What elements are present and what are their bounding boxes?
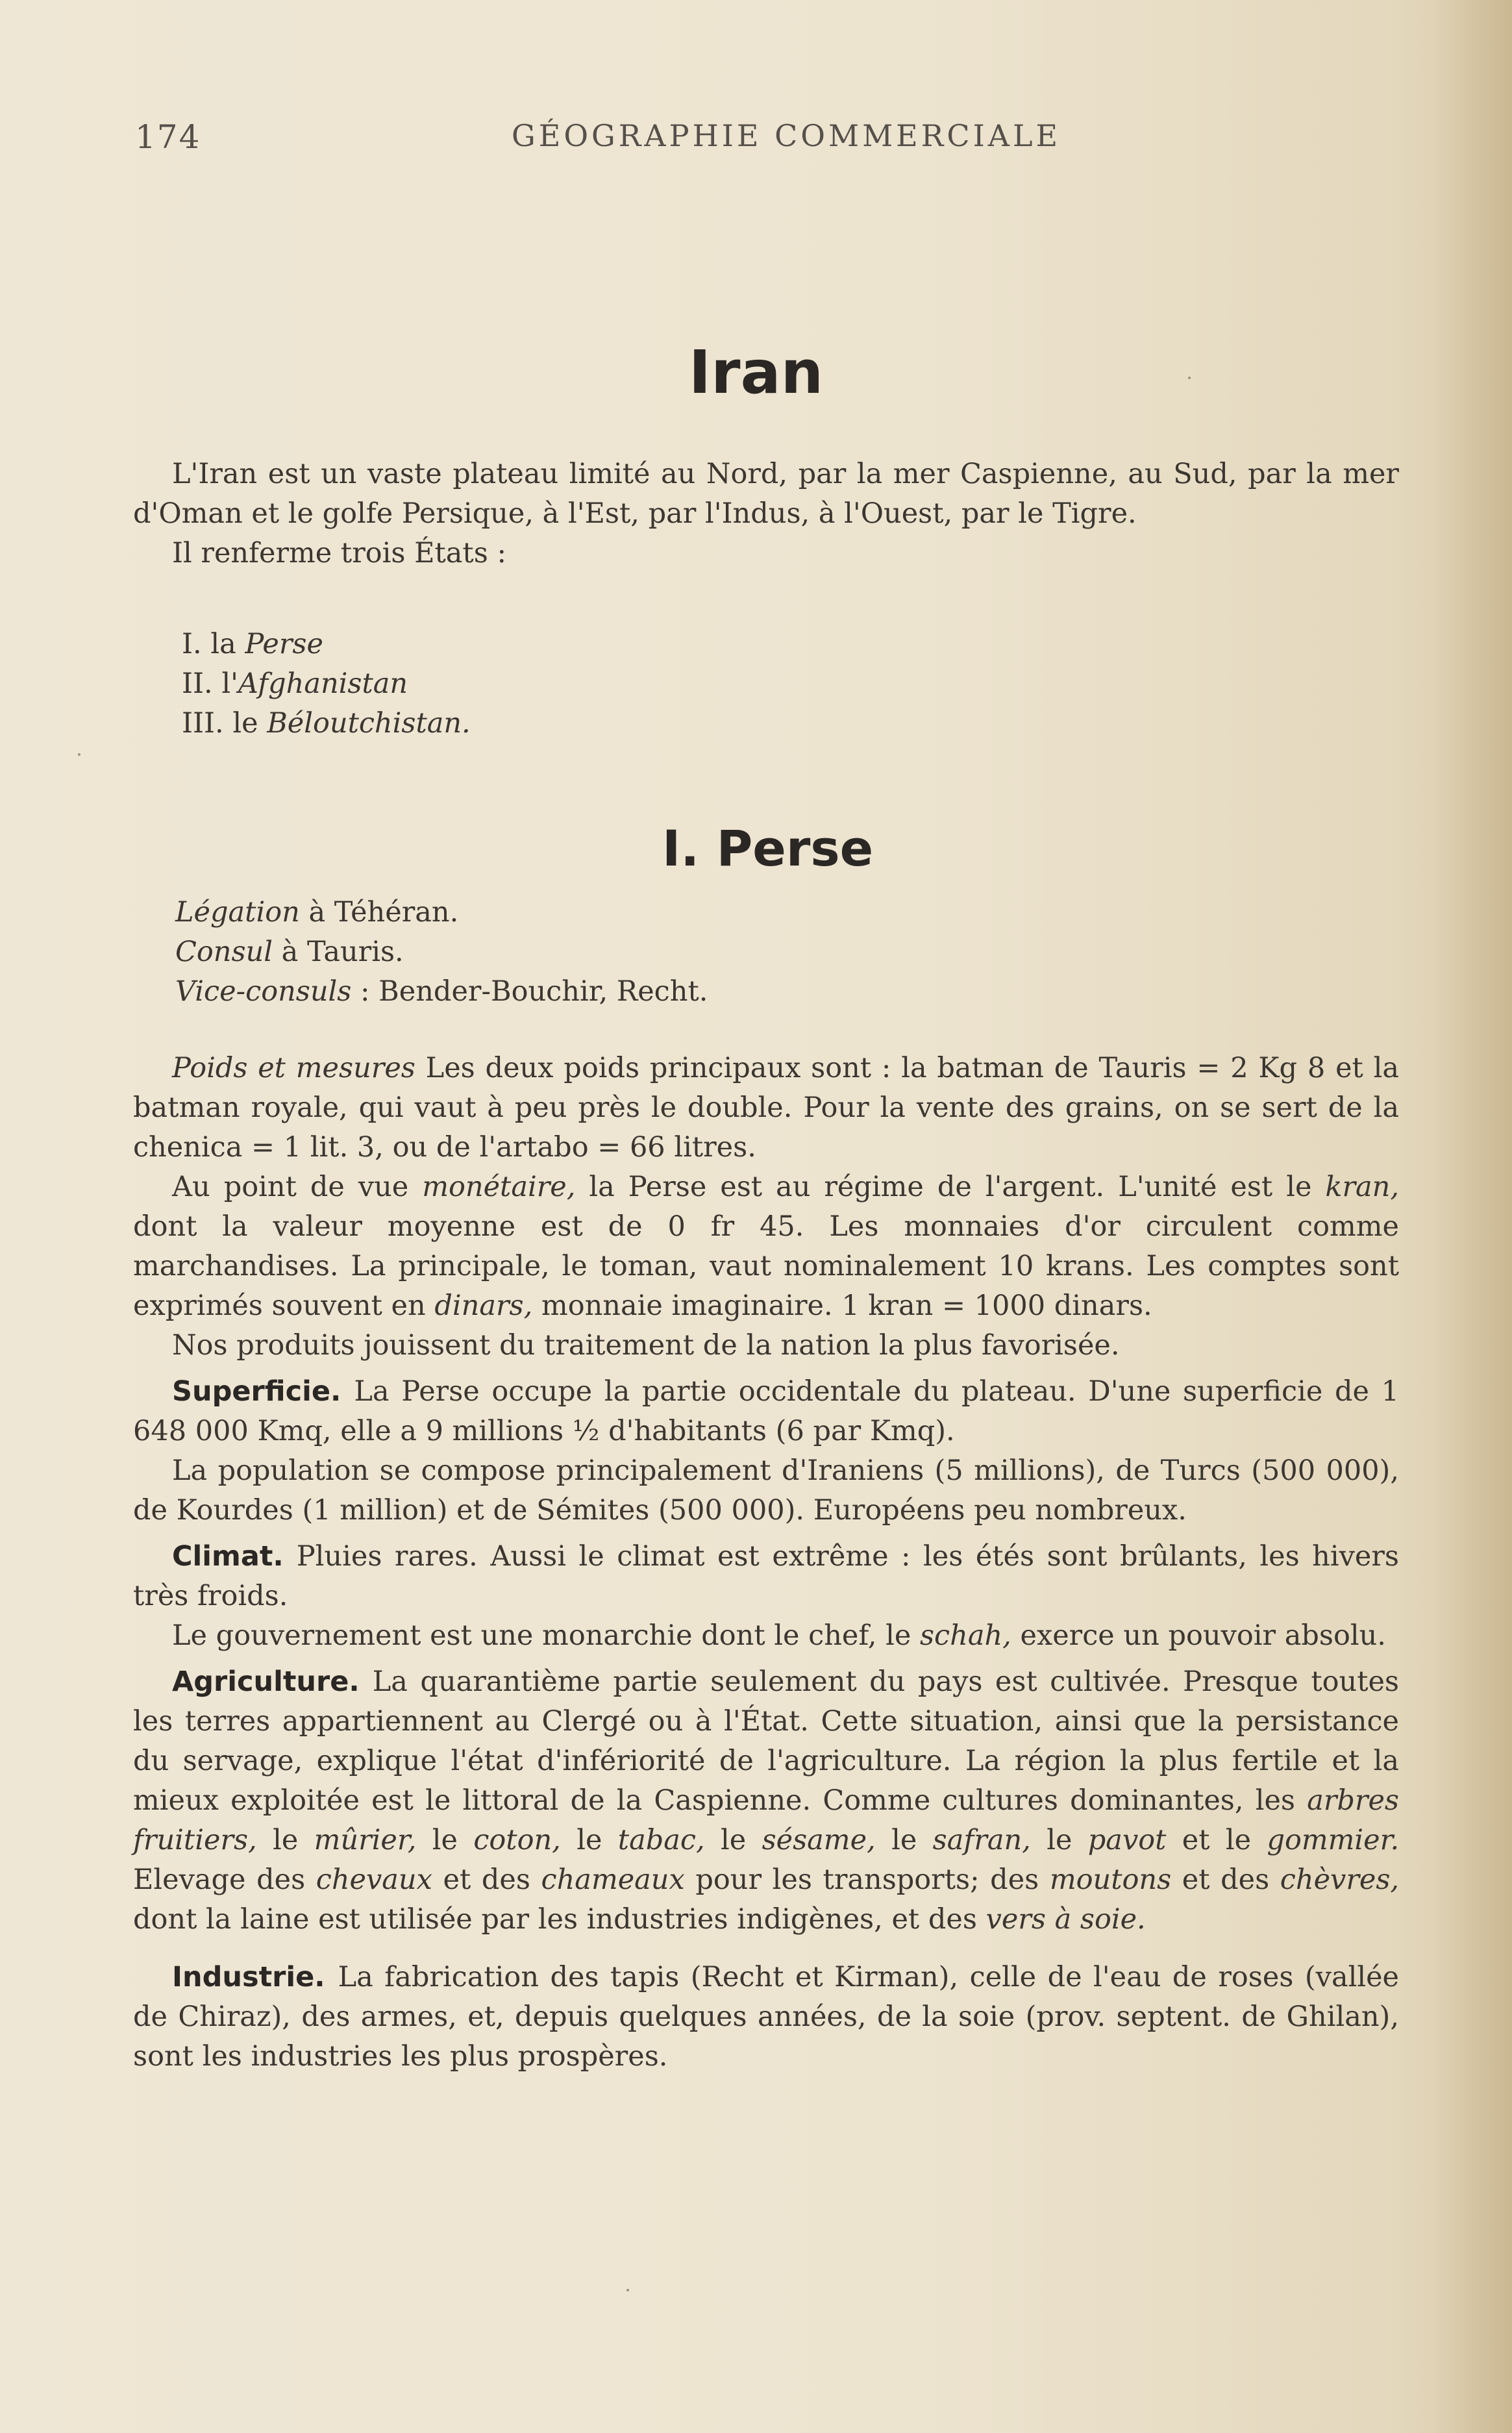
body-block: [133, 1049, 1399, 2077]
monnaie-paragraph: Au point de vue monétaire, la Perse est au régime de l'argent. L'unité est le kran, dont la valeur moyenne est de 0 fr 45. Les monnaies d'or circulent comme marchandises. La principale, le toman, vaut nominalement 10 krans. Les comptes sont exprimés souvent en dinars, monnaie imaginaire. 1 kran = 1000 dinars.: [133, 1171, 1400, 1322]
running-header: [0, 118, 1512, 170]
paper-speck: [1188, 377, 1191, 379]
superficie-heading: Superficie.: [172, 1375, 341, 1408]
consular-block: [175, 893, 1441, 1012]
intro-paragraph: L'Iran est un vaste plateau limité au Nord, par la mer Caspienne, au Sud, par la mer d'Oman et le golfe Persique, à l'Est, par l'Indus, à l'Ouest, par le Tigre.: [133, 458, 1399, 530]
climat-paragraph: Climat. Pluies rares. Aussi le climat est extrême : les étés sont brûlants, les hivers très froids.: [133, 1540, 1399, 1612]
agriculture-heading: Agriculture.: [172, 1666, 360, 1698]
intro-block: [133, 455, 1399, 573]
consular-line: Légation à Téhéran.: [175, 896, 459, 929]
population-paragraph: La population se compose principalement d'Iraniens (5 millions), de Turcs (500 000), de Kourdes (1 million) et de Sémites (500 000). Européens peu nombreux.: [133, 1454, 1399, 1527]
section-title: I. Perse: [662, 819, 874, 877]
industrie-heading: Industrie.: [172, 1961, 325, 1993]
state-item: I. la Perse: [182, 628, 323, 660]
state-item: III. le Béloutchistan.: [182, 707, 471, 740]
paper-speck: [626, 2289, 629, 2291]
poids-label: Poids et mesures: [172, 1052, 415, 1084]
state-item: II. l'Afghanistan: [182, 668, 408, 700]
consular-line: Vice-consuls : Bender-Bouchir, Recht.: [175, 975, 708, 1008]
produits-paragraph: Nos produits jouissent du traitement de la nation la plus favorisée.: [172, 1329, 1120, 1362]
running-title: GÉOGRAPHIE COMMERCIALE: [512, 118, 1061, 153]
agriculture-paragraph: Agriculture. La quarantième partie seulement du pays est cultivée. Presque toutes les terres appartiennent au Clergé ou à l'État. Cette situation, ainsi que la persistance du servage, explique l'état d'infériorité de l'agriculture. La région la plus fertile et la mieux exploitée est le littoral de la Caspienne. Comme cultures dominantes, les arbres fruitiers, le mûrier, le coton, le tabac, le sésame, le safran, le pavot et le gommier. Elevage des chevaux et des chameaux pour les transports; des moutons et des chèvres, dont la laine est utilisée par les industries indigènes, et des vers à soie.: [133, 1666, 1400, 1936]
poids-paragraph: Poids et mesures Les deux poids principaux sont : la batman de Tauris = 2 Kg 8 et la batman royale, qui vaut à peu près le double. Pour la vente des grains, on se sert de la chenica = 1 lit. 3, ou de l'artabo = 66 litres.: [133, 1052, 1400, 1164]
states-intro: Il renferme trois États :: [172, 537, 506, 569]
states-list: [182, 625, 471, 743]
consular-line: Consul à Tauris.: [175, 936, 404, 968]
superficie-paragraph: Superficie. La Perse occupe la partie occidentale du plateau. D'une superficie de 1 648 000 Kmq, elle a 9 millions ½ d'habitants (6 par Kmq).: [133, 1375, 1399, 1447]
paper-speck: [78, 753, 81, 756]
climat-heading: Climat.: [172, 1540, 284, 1573]
industrie-paragraph: Industrie. La fabrication des tapis (Recht et Kirman), celle de l'eau de roses (vallée de Chiraz), des armes, et, depuis quelques années, de la soie (prov. septent. de Ghilan), sont les industries les plus prospères.: [133, 1961, 1399, 2073]
page-number: 174: [135, 118, 201, 156]
chapter-title: Iran: [688, 338, 824, 407]
gouvernement-paragraph: Le gouvernement est une monarchie dont le chef, le schah, exerce un pouvoir absolu.: [172, 1619, 1386, 1652]
